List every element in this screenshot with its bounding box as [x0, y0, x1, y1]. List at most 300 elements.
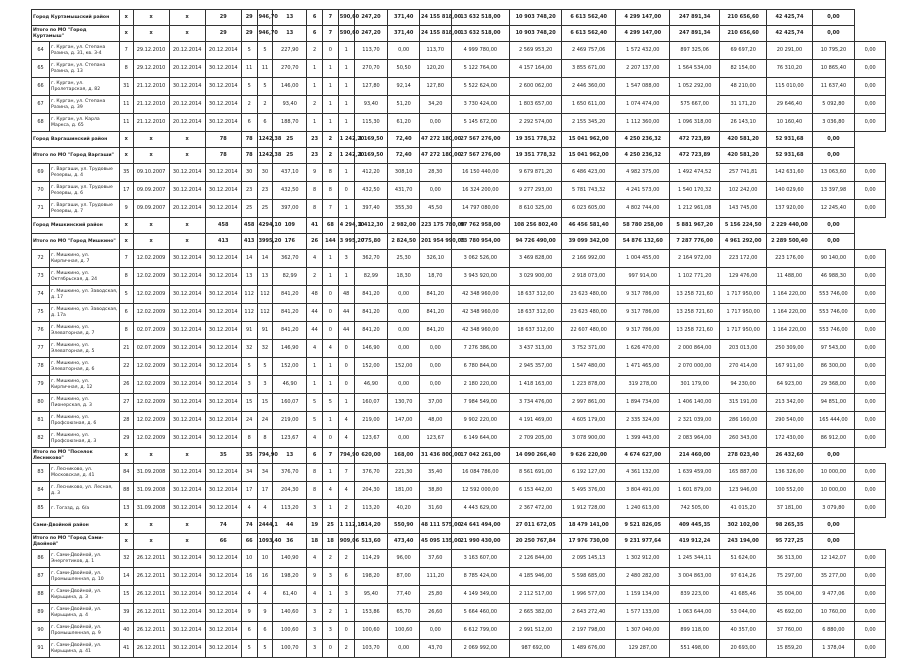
table-cell: 302 102,00	[720, 518, 767, 534]
table-cell: 1 240 613,00	[616, 500, 670, 518]
address-cell: г. Варгаши, ул. Трудовые Резервы, д. 4	[50, 164, 120, 182]
table-cell: 160,07	[354, 394, 388, 412]
table-cell: 2 166 992,00	[562, 250, 616, 268]
table-cell: 30.12.2014	[205, 182, 241, 200]
table-cell: 5 145 672,00	[451, 114, 510, 132]
table-cell: 23	[307, 132, 323, 148]
table-cell: 4	[241, 586, 257, 604]
table-row	[32, 464, 886, 482]
table-cell: 5	[257, 640, 273, 658]
table-row	[32, 60, 886, 78]
table-cell: 6 153 442,00	[510, 482, 562, 500]
table-cell: 4	[322, 340, 338, 358]
address-cell: г. Мишкино, ул. Элеваторная, д. 7	[50, 322, 120, 340]
table-cell: 152,00	[273, 358, 307, 376]
table-cell: 23 623 480,00	[562, 304, 616, 322]
table-cell: 113,20	[273, 500, 307, 518]
table-row	[32, 200, 886, 218]
total-row	[32, 10, 886, 26]
table-cell: 23	[257, 182, 273, 200]
table-cell: 0,00	[855, 78, 886, 96]
table-cell: 13	[241, 268, 257, 286]
table-cell: 9 277 293,00	[510, 182, 562, 200]
table-cell: 376,70	[354, 464, 388, 482]
table-cell: 3	[307, 500, 323, 518]
table-cell: 2 446 360,00	[562, 78, 616, 96]
table-cell: 250 309,00	[767, 340, 812, 358]
table-cell: 2 229 440,00	[767, 218, 812, 234]
table-cell: 3 036,80	[812, 114, 855, 132]
table-cell: 15 041 962,00	[562, 148, 616, 164]
table-cell: 30.12.2014	[205, 78, 241, 96]
table-cell: 18	[322, 534, 338, 550]
table-cell: 27 567 276,00	[451, 148, 510, 164]
total-row	[32, 518, 886, 534]
table-cell: 30.12.2014	[205, 96, 241, 114]
table-cell: 1 164 220,00	[767, 286, 812, 304]
table-cell: 76 310,20	[767, 60, 812, 78]
table-cell: 165 887,00	[720, 464, 767, 482]
table-cell: 30.12.2014	[169, 568, 205, 586]
table-cell: 5	[307, 394, 323, 412]
table-cell: 2 918 073,00	[562, 268, 616, 286]
table-cell: 20.12.2014	[169, 96, 205, 114]
row-number: 69	[32, 164, 50, 182]
table-cell: 909,06	[338, 534, 354, 550]
row-number: 66	[32, 78, 50, 96]
table-cell: 11	[241, 60, 257, 78]
table-cell: 95 727,25	[767, 534, 812, 550]
table-cell: 6	[241, 622, 257, 640]
table-cell: 14 797 080,00	[451, 200, 510, 218]
table-cell: 31	[119, 78, 133, 96]
total-row	[32, 534, 886, 550]
table-cell: 24 641 494,00	[451, 518, 510, 534]
table-cell: 30.12.2014	[205, 322, 241, 340]
table-cell: 147,00	[388, 412, 420, 430]
table-cell: 0	[322, 640, 338, 658]
table-cell: х	[119, 10, 133, 26]
table-cell: 0,00	[388, 322, 420, 340]
table-cell: 0,00	[419, 622, 451, 640]
table-cell: 1 307 040,00	[616, 622, 670, 640]
table-cell: 9 317 786,00	[616, 304, 670, 322]
table-cell: 1	[338, 78, 354, 96]
table-cell: 0,00	[855, 250, 886, 268]
table-cell: х	[169, 234, 205, 250]
table-cell: 12.02.2009	[133, 304, 169, 322]
table-cell: 29 646,40	[767, 96, 812, 114]
table-cell: 5 156 224,50	[720, 218, 767, 234]
table-cell: 140,90	[273, 550, 307, 568]
table-cell: 44	[307, 304, 323, 322]
table-cell: 841,20	[273, 304, 307, 322]
table-cell: 8	[322, 164, 338, 182]
table-cell: 140,60	[273, 604, 307, 622]
table-cell: 4 443 629,00	[451, 500, 510, 518]
table-cell: 437,10	[273, 164, 307, 182]
table-cell: 841,20	[419, 304, 451, 322]
table-cell: 111,20	[419, 568, 451, 586]
table-cell: 260 343,00	[720, 430, 767, 448]
table-cell: 1 102 771,20	[670, 268, 720, 286]
table-cell: 5	[241, 42, 257, 60]
table-cell: х	[133, 10, 169, 26]
table-cell: 8	[307, 464, 323, 482]
table-cell: 4	[338, 482, 354, 500]
table-cell: 473,40	[388, 534, 420, 550]
table-cell: 1	[307, 358, 323, 376]
table-cell: 0	[322, 430, 338, 448]
table-cell: 1 245 344,11	[670, 550, 720, 568]
table-cell: 8	[307, 482, 323, 500]
table-cell: х	[119, 26, 133, 42]
table-cell: 472 723,89	[670, 148, 720, 164]
table-cell: 28,30	[419, 164, 451, 182]
table-cell: 93,40	[273, 96, 307, 114]
table-row	[32, 182, 886, 200]
table-cell: 30.12.2014	[205, 412, 241, 430]
table-cell: 41	[307, 218, 323, 234]
table-cell: 6 192 127,00	[562, 464, 616, 482]
table-cell: 6	[257, 622, 273, 640]
table-cell: 0,00	[855, 96, 886, 114]
table-cell: 6 023 605,00	[562, 200, 616, 218]
table-cell: 25,30	[388, 250, 420, 268]
table-cell: 26.12.2011	[133, 568, 169, 586]
table-cell: 987 692,00	[510, 640, 562, 658]
table-cell: 2444,1	[257, 518, 273, 534]
group-label: Город Варгашинский район	[32, 132, 120, 148]
table-cell: 2 480 282,00	[616, 568, 670, 586]
table-row	[32, 114, 886, 132]
table-cell: 18 637 312,00	[510, 286, 562, 304]
table-cell: 4	[257, 586, 273, 604]
table-cell: 16	[257, 568, 273, 586]
table-cell: 278 023,40	[720, 448, 767, 464]
table-cell: 2 083 964,00	[670, 430, 720, 448]
table-cell: 44	[273, 518, 307, 534]
address-cell: г. Сами-Двойной, ул. Энергетиков, д. 1	[50, 550, 120, 568]
table-cell: 97 614,26	[720, 568, 767, 586]
table-cell: х	[119, 448, 133, 464]
table-cell: 0,00	[855, 358, 886, 376]
table-cell: 37 760,00	[767, 622, 812, 640]
table-cell: 144	[322, 234, 338, 250]
table-cell: 10 000,00	[812, 482, 855, 500]
table-cell: 4 191 469,00	[510, 412, 562, 430]
table-cell: 213 342,00	[767, 394, 812, 412]
table-cell: 47 272 180,00	[419, 148, 451, 164]
table-cell: 172 430,00	[767, 430, 812, 448]
table-cell: 301 179,00	[670, 376, 720, 394]
table-cell: 0,00	[855, 340, 886, 358]
table-cell: 19	[307, 518, 323, 534]
table-cell: 2	[257, 96, 273, 114]
table-cell: 413	[205, 234, 241, 250]
table-cell: 23	[241, 182, 257, 200]
table-cell: 02.07.2009	[133, 340, 169, 358]
table-cell: 3 469 828,00	[510, 250, 562, 268]
table-cell: 123,67	[419, 430, 451, 448]
table-cell: 10 865,40	[812, 60, 855, 78]
table-cell: 19 351 778,32	[510, 148, 562, 164]
table-cell: 210 656,60	[720, 10, 767, 26]
table-cell: 14	[241, 250, 257, 268]
table-cell: 4 361 132,00	[616, 464, 670, 482]
table-cell: 3 804 491,00	[616, 482, 670, 500]
table-cell: 127,80	[419, 78, 451, 96]
table-cell: 4	[257, 500, 273, 518]
table-cell: 5	[241, 358, 257, 376]
table-cell: 188,70	[273, 114, 307, 132]
table-cell: 243 194,00	[720, 534, 767, 550]
table-cell: 0,00	[855, 622, 886, 640]
table-cell: 21	[119, 340, 133, 358]
table-cell: 9 477,06	[812, 586, 855, 604]
table-cell: 319 278,00	[616, 376, 670, 394]
table-cell: 88	[119, 482, 133, 500]
table-cell: 6	[307, 448, 323, 464]
table-cell: 1 894 734,00	[616, 394, 670, 412]
table-cell: 0	[338, 182, 354, 200]
table-cell: 4 299 147,00	[616, 26, 670, 42]
table-cell: 16 150 440,00	[451, 164, 510, 182]
table-cell: 30.12.2014	[169, 164, 205, 182]
table-cell: 12 245,40	[812, 200, 855, 218]
table-cell: х	[133, 132, 169, 148]
table-cell: 47 272 180,00	[419, 132, 451, 148]
row-number: 91	[32, 640, 50, 658]
table-cell: 0,00	[388, 286, 420, 304]
table-cell: 1 164 220,00	[767, 322, 812, 340]
table-cell: 37,60	[419, 550, 451, 568]
table-cell: 78	[205, 148, 241, 164]
table-cell: 2 991 512,00	[510, 622, 562, 640]
table-cell: 15 859,20	[767, 640, 812, 658]
table-cell: 91	[241, 322, 257, 340]
table-cell: 90 140,00	[812, 250, 855, 268]
table-cell: 6 780 844,00	[451, 358, 510, 376]
table-cell: 0	[322, 286, 338, 304]
table-cell: 30.12.2014	[205, 640, 241, 658]
table-cell: 5	[119, 286, 133, 304]
table-cell: 5	[241, 640, 257, 658]
table-cell: 1 650 611,00	[562, 96, 616, 114]
table-cell: 0,00	[812, 132, 855, 148]
table-cell: 3	[257, 376, 273, 394]
table-cell: 198,20	[354, 568, 388, 586]
table-cell: 12.02.2009	[133, 268, 169, 286]
table-cell: 412,20	[354, 164, 388, 182]
table-cell: 2	[322, 550, 338, 568]
table-row	[32, 322, 886, 340]
table-cell: 30.12.2014	[205, 304, 241, 322]
table-cell: 146,90	[273, 340, 307, 358]
table-cell: 2 095 145,13	[562, 550, 616, 568]
table-cell: 0,00	[388, 340, 420, 358]
table-cell: 1 572 432,00	[616, 42, 670, 60]
table-cell: 742 505,00	[670, 500, 720, 518]
table-cell: 0,00	[812, 448, 855, 464]
housing-program-table	[31, 9, 886, 658]
table-cell: 1 717 950,00	[720, 322, 767, 340]
table-cell: 113,70	[419, 42, 451, 60]
table-cell: 26,60	[419, 604, 451, 622]
table-cell: 8	[257, 430, 273, 448]
table-cell: 1 492 474,52	[670, 164, 720, 182]
table-cell: 6 613 562,40	[562, 26, 616, 42]
table-cell: 553 746,00	[812, 286, 855, 304]
table-cell: 82,99	[273, 268, 307, 286]
table-cell: 620,00	[354, 448, 388, 464]
table-cell: 1 717 950,00	[720, 304, 767, 322]
table-cell: 2 126 844,00	[510, 550, 562, 568]
table-cell: 8	[119, 60, 133, 78]
table-cell: 30.12.2014	[169, 622, 205, 640]
table-cell: 37,00	[419, 394, 451, 412]
table-cell: 946,70	[257, 26, 273, 42]
table-cell: 5 781 743,32	[562, 182, 616, 200]
table-cell: 10 903 748,20	[510, 26, 562, 42]
table-cell: 4	[307, 586, 323, 604]
table-cell: 30.12.2014	[205, 200, 241, 218]
table-cell: 12.02.2009	[133, 394, 169, 412]
table-cell: 1	[322, 268, 338, 286]
table-cell: 112	[257, 286, 273, 304]
table-cell: 0,00	[855, 568, 886, 586]
table-cell: 5	[241, 78, 257, 96]
table-cell: 40	[119, 622, 133, 640]
table-cell: 17	[257, 482, 273, 500]
table-cell: 25	[273, 132, 307, 148]
table-cell: 13 258 721,60	[670, 286, 720, 304]
table-cell: 9 317 786,00	[616, 286, 670, 304]
table-cell: 7	[322, 200, 338, 218]
table-cell: 12 592 000,00	[451, 482, 510, 500]
table-cell: 0	[338, 622, 354, 640]
table-cell: 12 142,07	[812, 550, 855, 568]
table-cell: 4294,10	[257, 218, 273, 234]
table-cell: 0,00	[812, 218, 855, 234]
table-cell: 3 029 900,00	[510, 268, 562, 286]
table-cell: 223 172,00	[720, 250, 767, 268]
table-cell: 30.12.2014	[205, 286, 241, 304]
table-cell: 8	[119, 322, 133, 340]
table-cell: 2 112 517,00	[510, 586, 562, 604]
table-cell: 8 610 325,00	[510, 200, 562, 218]
table-cell: 20 291,00	[767, 42, 812, 60]
table-cell: 30.12.2014	[205, 550, 241, 568]
table-row	[32, 500, 886, 518]
table-cell: 94 851,00	[812, 394, 855, 412]
table-cell: 30.12.2014	[205, 268, 241, 286]
table-cell: х	[169, 26, 205, 42]
table-cell: 30.12.2014	[169, 394, 205, 412]
table-cell: 30.12.2014	[205, 358, 241, 376]
table-cell: 10 160,40	[767, 114, 812, 132]
table-cell: 2 997 861,00	[562, 394, 616, 412]
table-cell: 4 294,10	[338, 218, 354, 234]
table-cell: 2 155 345,20	[562, 114, 616, 132]
table-cell: 52 931,68	[767, 148, 812, 164]
table-cell: 12.02.2009	[133, 250, 169, 268]
table-cell: 09.10.2007	[133, 164, 169, 182]
table-cell: 0,00	[388, 42, 420, 60]
table-cell: 1 626 470,00	[616, 340, 670, 358]
table-cell: х	[119, 218, 133, 234]
table-cell: 1 112,10	[338, 518, 354, 534]
table-cell: 0,00	[855, 60, 886, 78]
table-cell: 1 399 443,00	[616, 430, 670, 448]
table-cell: 17	[119, 182, 133, 200]
table-cell: 1 212 961,08	[670, 200, 720, 218]
table-cell: 30.12.2014	[205, 464, 241, 482]
table-cell: 4 961 292,00	[720, 234, 767, 250]
table-cell: 2	[338, 640, 354, 658]
table-cell: 0,00	[388, 304, 420, 322]
table-cell: 66	[205, 534, 241, 550]
table-cell: 4	[322, 482, 338, 500]
table-cell: 34,20	[419, 96, 451, 114]
table-cell: 78	[241, 132, 257, 148]
table-cell: 176	[273, 234, 307, 250]
table-cell: 82,99	[354, 268, 388, 286]
table-cell: 1	[338, 200, 354, 218]
table-cell: 30.12.2014	[205, 376, 241, 394]
table-cell: 257 741,81	[720, 164, 767, 182]
table-cell: 3 078 900,00	[562, 430, 616, 448]
table-cell: 64 923,00	[767, 376, 812, 394]
table-cell: 30.12.2014	[205, 500, 241, 518]
table-cell: 100,60	[273, 622, 307, 640]
table-cell: 210 656,60	[720, 26, 767, 42]
table-cell: 1 717 950,00	[720, 286, 767, 304]
table-cell: 13 258 721,60	[670, 304, 720, 322]
table-cell: 841,20	[419, 322, 451, 340]
table-cell: 4	[307, 340, 323, 358]
table-cell: 223 175 780,00	[419, 218, 451, 234]
table-cell: 42 425,74	[767, 10, 812, 26]
table-cell: 1 547 480,00	[562, 358, 616, 376]
table-cell: 29.12.2010	[133, 42, 169, 60]
table-cell: х	[133, 234, 169, 250]
table-cell: 1	[322, 586, 338, 604]
table-cell: 5 122 764,00	[451, 60, 510, 78]
table-cell: 2 070 000,00	[670, 358, 720, 376]
table-cell: 1	[322, 412, 338, 430]
table-cell: 48,00	[419, 412, 451, 430]
table-cell: 61,40	[273, 586, 307, 604]
table-cell: 120,20	[419, 60, 451, 78]
address-cell: г. Сами-Двойной, ул. Кирьщина, д. 4	[50, 604, 120, 622]
table-cell: 221,30	[388, 464, 420, 482]
table-cell: 1 471 465,00	[616, 358, 670, 376]
table-cell: 8	[119, 268, 133, 286]
table-cell: 09.09.2007	[133, 182, 169, 200]
table-cell: 66	[241, 534, 257, 550]
table-cell: 4 250 236,32	[616, 148, 670, 164]
table-cell: 36 313,00	[767, 550, 812, 568]
table-cell: 30.12.2014	[169, 268, 205, 286]
table-cell: 30.12.2014	[169, 604, 205, 622]
table-cell: 100,60	[388, 622, 420, 640]
table-cell: 0	[338, 358, 354, 376]
table-cell: 25	[241, 200, 257, 218]
table-cell: 26.12.2011	[133, 622, 169, 640]
table-cell: 3	[307, 640, 323, 658]
table-cell: 09.09.2007	[133, 200, 169, 218]
